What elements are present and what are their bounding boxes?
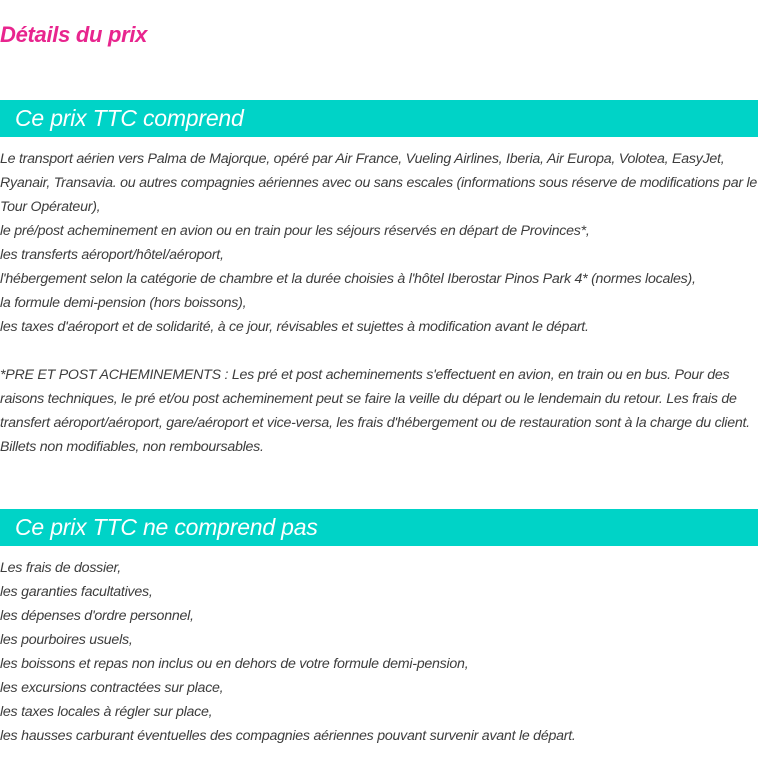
excluded-item: les hausses carburant éventuelles des compagnies aériennes pouvant survenir avant le départ. bbox=[0, 728, 576, 744]
excluded-item: les dépenses d'ordre personnel, bbox=[0, 608, 194, 624]
page-title: Détails du prix bbox=[0, 22, 148, 47]
acheminement-note bbox=[0, 363, 758, 459]
included-section-header bbox=[0, 100, 758, 137]
excluded-list bbox=[0, 556, 758, 748]
included-heading: Ce prix TTC comprend bbox=[15, 105, 244, 131]
excluded-item: les garanties facultatives, bbox=[0, 584, 153, 600]
included-item: les transferts aéroport/hôtel/aéroport, bbox=[0, 247, 224, 263]
included-list bbox=[0, 147, 758, 339]
acheminement-note-text: *PRE ET POST ACHEMINEMENTS : Les pré et post acheminements s'effectuent en avion, en train ou en bus. Pour des raisons techniques, le pré et/ou post acheminement peut se faire la veille du départ ou le lendemain du retour. Les frais de transfert aéroport/aéroport, gare/aéroport et vice-versa, les frais d'hébergement ou de restauration sont à la charge du client. Billets non modifiables, non remboursables. bbox=[0, 367, 750, 455]
excluded-item: les pourboires usuels, bbox=[0, 632, 133, 648]
excluded-heading: Ce prix TTC ne comprend pas bbox=[15, 514, 318, 540]
excluded-item: Les frais de dossier, bbox=[0, 560, 121, 576]
included-item: les taxes d'aéroport et de solidarité, à ce jour, révisables et sujettes à modification avant le départ. bbox=[0, 319, 589, 335]
included-item: Le transport aérien vers Palma de Majorque, opéré par Air France, Vueling Airlines, Iberia, Air Europa, Volotea, EasyJet, Ryanair, Transavia. ou autres compagnies aériennes avec ou sans escales (informations sous réserve de modifications par le Tour Opérateur), bbox=[0, 151, 758, 215]
excluded-item: les excursions contractées sur place, bbox=[0, 680, 224, 696]
included-item: la formule demi-pension (hors boissons), bbox=[0, 295, 247, 311]
excluded-item: les taxes locales à régler sur place, bbox=[0, 704, 213, 720]
excluded-item: les boissons et repas non inclus ou en dehors de votre formule demi-pension, bbox=[0, 656, 469, 672]
excluded-section-header bbox=[0, 509, 758, 546]
included-item: le pré/post acheminement en avion ou en train pour les séjours réservés en départ de Provinces*, bbox=[0, 223, 590, 239]
included-item: l'hébergement selon la catégorie de chambre et la durée choisies à l'hôtel Iberostar Pinos Park 4* (normes locales), bbox=[0, 271, 696, 287]
